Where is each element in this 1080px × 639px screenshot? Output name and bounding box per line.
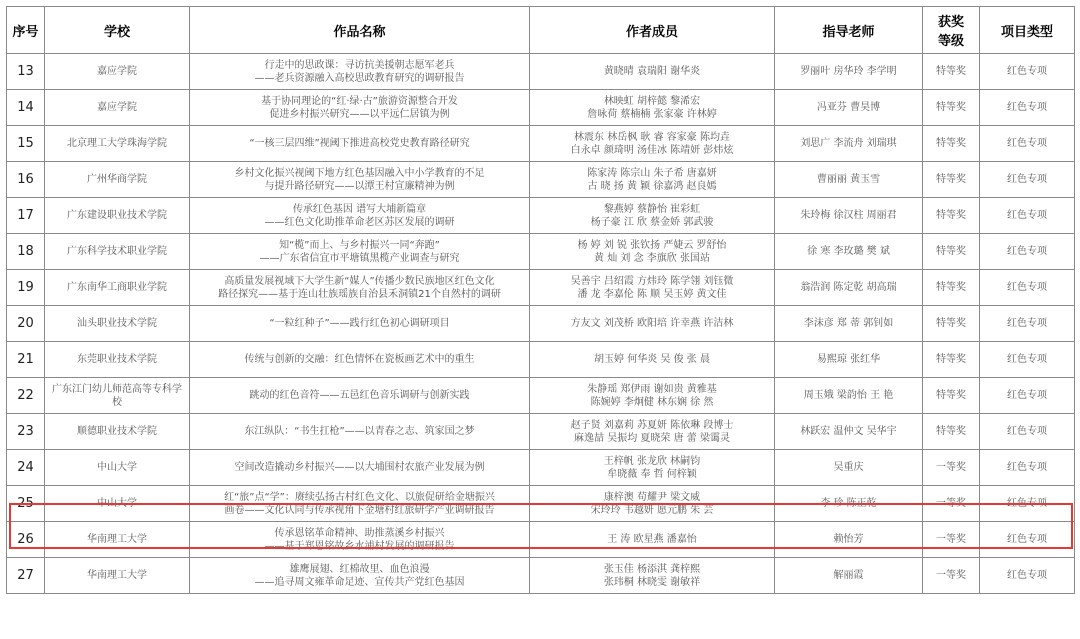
table-row	[7, 126, 1075, 162]
work-title-cell-line: 东江纵队：“书生扛枪”——以青春之志、筑家国之梦	[244, 426, 475, 437]
table-row	[7, 90, 1075, 126]
school-cell: 嘉应学院	[45, 90, 190, 126]
work-title-cell-line: 画卷——文化认同与传承视角下金塘村红旅研学产业调研报告	[224, 504, 495, 516]
award-cell: 特等奖	[923, 378, 980, 414]
work-title-cell-line: 行走中的思政课：寻访抗美援朝志愿军老兵	[264, 59, 455, 71]
award-cell: 特等奖	[923, 198, 980, 234]
work-title-cell-line: 红“旅”点“学”：赓续弘扬古村红色文化、以旅促研给金塘振兴	[224, 491, 495, 503]
award-cell: 特等奖	[923, 162, 980, 198]
type-cell: 红色专项	[980, 54, 1075, 90]
type-cell: 红色专项	[980, 486, 1075, 522]
work-title-cell	[190, 558, 530, 594]
work-title-cell-line: 知“榄”而上、与乡村振兴一同“奔跑”	[279, 239, 440, 251]
members-cell	[530, 54, 775, 90]
award-cell: 特等奖	[923, 126, 980, 162]
type-cell: 红色专项	[980, 378, 1075, 414]
work-title-cell	[190, 522, 530, 558]
work-title-cell-line: 高质量发展视域下大学生新“媒人”传播少数民族地区红色文化	[224, 275, 495, 287]
award-cell: 特等奖	[923, 342, 980, 378]
members-cell-line: 赵子贤 刘嘉莉 苏夏妍 陈依琳 段博士	[570, 419, 734, 431]
type-cell: 红色专项	[980, 414, 1075, 450]
row-number: 15	[7, 126, 45, 162]
header-award-line2: 等级	[937, 34, 964, 49]
school-cell: 中山大学	[45, 486, 190, 522]
award-cell: 特等奖	[923, 306, 980, 342]
teachers-cell	[775, 126, 923, 162]
table-row	[7, 306, 1075, 342]
row-number: 16	[7, 162, 45, 198]
work-title-cell	[190, 486, 530, 522]
members-cell-line: 詹咏荷 蔡楠楠 张家豪 许林婷	[587, 108, 717, 120]
work-title-cell	[190, 270, 530, 306]
teachers-cell-line: 翁浩润 陈定乾 胡高瑞	[800, 282, 897, 293]
type-cell: 红色专项	[980, 234, 1075, 270]
teachers-cell	[775, 54, 923, 90]
teachers-cell	[775, 450, 923, 486]
award-cell: 一等奖	[923, 522, 980, 558]
award-cell: 特等奖	[923, 54, 980, 90]
row-number: 23	[7, 414, 45, 450]
work-title-cell-line: ——追寻周文雍革命足迹、宣传共产党红色基因	[254, 576, 465, 588]
table-row	[7, 378, 1075, 414]
members-cell-line: 杨 婷 刘 锐 张钦扬 严婕云 罗舒怡	[577, 239, 727, 251]
table-row	[7, 450, 1075, 486]
work-title-cell	[190, 450, 530, 486]
header-no: 序号	[7, 7, 45, 54]
school-cell: 广东科学技术职业学院	[45, 234, 190, 270]
members-cell-line: 朱静瑶 郑伊雨 谢如贵 黄雅基	[587, 383, 717, 395]
members-cell	[530, 450, 775, 486]
teachers-cell-line: 周玉娥 梁韵怡 王 艳	[803, 390, 894, 401]
work-title-cell-line: 传统与创新的交融：红色情怀在瓷板画艺术中的重生	[244, 354, 475, 365]
teachers-cell-line: 冯亚芬 曹昊博	[816, 102, 881, 113]
members-cell-line: 黄 灿 刘 念 李旗欣 张国站	[594, 252, 710, 264]
header-members: 作者成员	[530, 7, 775, 54]
work-title-cell-line: ——红色文化助推革命老区苏区发展的调研	[264, 216, 455, 228]
award-cell: 特等奖	[923, 270, 980, 306]
work-title-cell-line: 路径探究——基于连山壮族瑶族自治县禾洞镇21个自然村的调研	[218, 288, 501, 300]
members-cell	[530, 234, 775, 270]
row-number: 26	[7, 522, 45, 558]
work-title-cell	[190, 198, 530, 234]
table-row	[7, 342, 1075, 378]
table-row	[7, 270, 1075, 306]
members-cell	[530, 306, 775, 342]
row-number: 13	[7, 54, 45, 90]
row-number: 14	[7, 90, 45, 126]
work-title-cell	[190, 414, 530, 450]
teachers-cell	[775, 558, 923, 594]
members-cell	[530, 162, 775, 198]
teachers-cell-line: 曹丽丽 黄玉雪	[816, 174, 881, 185]
award-cell: 特等奖	[923, 414, 980, 450]
work-title-cell-line: 跳动的红色音符——五邑红色音乐调研与创新实践	[249, 390, 470, 401]
table-body	[7, 54, 1075, 594]
table-row	[7, 198, 1075, 234]
table-row	[7, 162, 1075, 198]
type-cell: 红色专项	[980, 198, 1075, 234]
teachers-cell	[775, 486, 923, 522]
work-title-cell-line: 乡村文化振兴视阈下地方红色基因融入中小学教育的不足	[234, 167, 485, 179]
row-number: 20	[7, 306, 45, 342]
members-cell-line: 黄晓晴 袁瑞阳 谢华炎	[603, 66, 701, 77]
members-cell-line: 吴善宇 吕绍霞 方炜玲 陈学翎 刘钰微	[570, 275, 734, 287]
members-cell-line: 康梓澳 苟耀尹 梁文威	[603, 491, 701, 503]
teachers-cell	[775, 270, 923, 306]
members-cell	[530, 558, 775, 594]
row-number: 17	[7, 198, 45, 234]
work-title-cell-line: 雄鹰展翅、红棉故里、血色浪漫	[289, 563, 430, 575]
members-cell-line: 张玮桐 林晓雯 谢敏祥	[603, 576, 701, 588]
school-cell: 广东建设职业技术学院	[45, 198, 190, 234]
row-number: 18	[7, 234, 45, 270]
header-teachers: 指导老师	[775, 7, 923, 54]
header-award-line1: 获奖	[937, 15, 964, 30]
teachers-cell-line: 朱玲梅 徐汉柱 周丽君	[800, 210, 897, 221]
teachers-cell	[775, 342, 923, 378]
table-row	[7, 558, 1075, 594]
awards-table	[6, 6, 1075, 594]
school-cell: 东莞职业技术学院	[45, 342, 190, 378]
teachers-cell	[775, 306, 923, 342]
row-number: 27	[7, 558, 45, 594]
work-title-cell-line: 传承红色基因 谱写大埔新篇章	[292, 203, 427, 215]
table-row	[7, 522, 1075, 558]
teachers-cell	[775, 522, 923, 558]
school-cell: 中山大学	[45, 450, 190, 486]
award-cell: 特等奖	[923, 90, 980, 126]
header-award	[923, 7, 980, 54]
members-cell-line: 潘 龙 李嘉伦 陈 顺 吴玉婷 黄文佳	[577, 288, 727, 300]
work-title-cell	[190, 306, 530, 342]
members-cell-line: 陈婉婷 李炯健 林东娴 徐 然	[590, 396, 714, 408]
teachers-cell-line: 易熙琼 张红华	[816, 354, 881, 365]
work-title-cell-line: “一粒红种子”——践行红色初心调研项目	[269, 318, 450, 329]
work-title-cell	[190, 126, 530, 162]
members-cell-line: 白永卓 颜琦明 汤佳冰 陈靖妍 彭炜炫	[570, 144, 734, 156]
teachers-cell	[775, 162, 923, 198]
members-cell-line: 林震东 林岳枫 耿 睿 容家豪 陈均垚	[574, 131, 730, 143]
header-work: 作品名称	[190, 7, 530, 54]
school-cell: 汕头职业技术学院	[45, 306, 190, 342]
teachers-cell	[775, 378, 923, 414]
school-cell: 顺德职业技术学院	[45, 414, 190, 450]
members-cell-line: 黎燕婷 蔡静怡 崔彩虹	[603, 203, 701, 215]
members-cell	[530, 198, 775, 234]
work-title-cell	[190, 162, 530, 198]
row-number: 21	[7, 342, 45, 378]
work-title-cell-line: “一核三层四维”视阈下推进高校党史教育路径研究	[249, 138, 470, 149]
row-number: 22	[7, 378, 45, 414]
members-cell-line: 牟晓薇 奉 哲 何梓颖	[607, 468, 697, 480]
teachers-cell	[775, 234, 923, 270]
type-cell: 红色专项	[980, 162, 1075, 198]
school-cell: 广东南华工商职业学院	[45, 270, 190, 306]
members-cell	[530, 270, 775, 306]
table-row	[7, 234, 1075, 270]
work-title-cell	[190, 54, 530, 90]
row-number: 25	[7, 486, 45, 522]
teachers-cell-line: 徐 寒 李玫璐 樊 斌	[807, 246, 890, 257]
members-cell	[530, 90, 775, 126]
school-cell: 华南理工大学	[45, 522, 190, 558]
work-title-cell-line: ——基于郑恩铭故乡水浦村发展的调研报告	[264, 540, 455, 552]
header-type: 项目类型	[980, 7, 1075, 54]
row-number: 24	[7, 450, 45, 486]
members-cell	[530, 486, 775, 522]
members-cell	[530, 342, 775, 378]
teachers-cell-line: 解丽霞	[833, 570, 864, 581]
school-cell: 嘉应学院	[45, 54, 190, 90]
type-cell: 红色专项	[980, 558, 1075, 594]
type-cell: 红色专项	[980, 522, 1075, 558]
header-school: 学校	[45, 7, 190, 54]
type-cell: 红色专项	[980, 306, 1075, 342]
teachers-cell-line: 刘思广 李流舟 刘瑞琪	[800, 138, 897, 149]
members-cell-line: 王梓帆 张龙欣 林嗣钧	[603, 455, 701, 467]
members-cell-line: 陈家涛 陈宗山 朱子希 唐嘉妍	[587, 167, 717, 179]
members-cell	[530, 378, 775, 414]
members-cell-line: 林映虹 胡梓懿 黎浠宏	[603, 95, 701, 107]
teachers-cell-line: 罗丽叶 房华玲 李学明	[800, 66, 897, 77]
type-cell: 红色专项	[980, 90, 1075, 126]
members-cell	[530, 414, 775, 450]
members-cell-line: 张玉佳 杨添淇 龚梓熙	[603, 563, 701, 575]
school-cell: 北京理工大学珠海学院	[45, 126, 190, 162]
work-title-cell	[190, 342, 530, 378]
type-cell: 红色专项	[980, 450, 1075, 486]
type-cell: 红色专项	[980, 342, 1075, 378]
work-title-cell-line: 空间改造撬动乡村振兴——以大埔围村农旅产业发展为例	[234, 462, 485, 473]
teachers-cell	[775, 198, 923, 234]
work-title-cell-line: 基于协同理论的“红·绿·古”旅游资源整合开发	[261, 95, 458, 107]
members-cell-line: 古 晓 扬 黄 颖 徐嘉鸿 赵良嫣	[587, 180, 717, 192]
work-title-cell-line: 传承恩铭革命精神、助推蒸溪乡村振兴	[274, 527, 445, 539]
members-cell	[530, 126, 775, 162]
work-title-cell-line: ——老兵资源融入高校思政教育研究的调研报告	[254, 72, 465, 84]
work-title-cell-line: ——广东省信宜市平塘镇黑榄产业调查与研究	[259, 252, 460, 264]
members-cell-line: 方友文 刘茂桥 欧阳培 许幸燕 许洁林	[570, 318, 734, 329]
work-title-cell	[190, 234, 530, 270]
work-title-cell-line: 促进乡村振兴研究——以平远仁居镇为例	[269, 108, 450, 120]
members-cell-line: 麻逸喆 吴振均 夏晓荣 唐 蕾 梁霭灵	[574, 432, 730, 444]
award-cell: 一等奖	[923, 450, 980, 486]
members-cell-line: 杨子豪 江 欣 蔡金娇 郭武骏	[590, 216, 714, 228]
members-cell-line: 宋玲玲 韦越妍 愿元鹏 朱 芸	[590, 504, 714, 516]
teachers-cell	[775, 414, 923, 450]
row-number: 19	[7, 270, 45, 306]
award-cell: 一等奖	[923, 486, 980, 522]
work-title-cell-line: 与提升路径研究——以潭王村宣廉精神为例	[264, 180, 455, 192]
award-cell: 特等奖	[923, 234, 980, 270]
teachers-cell-line: 赖怡芳	[833, 534, 864, 545]
type-cell: 红色专项	[980, 126, 1075, 162]
members-cell-line: 王 涛 欧星燕 潘嘉怡	[607, 534, 697, 545]
teachers-cell	[775, 90, 923, 126]
award-cell: 一等奖	[923, 558, 980, 594]
school-cell: 华南理工大学	[45, 558, 190, 594]
teachers-cell-line: 李沫彦 郑 蒂 郭钊如	[803, 318, 894, 329]
table-header-row	[7, 7, 1075, 54]
table-row	[7, 414, 1075, 450]
type-cell: 红色专项	[980, 270, 1075, 306]
table-row	[7, 54, 1075, 90]
work-title-cell	[190, 90, 530, 126]
teachers-cell-line: 林跃宏 温仲文 吴华宇	[800, 426, 897, 437]
work-title-cell	[190, 378, 530, 414]
school-cell: 广东江门幼儿师范高等专科学校	[45, 378, 190, 414]
members-cell-line: 胡玉婷 何华炎 吴 俊 张 晨	[594, 354, 710, 365]
teachers-cell-line: 李 珍 陈正乾	[820, 498, 877, 509]
school-cell: 广州华商学院	[45, 162, 190, 198]
table-row	[7, 486, 1075, 522]
members-cell	[530, 522, 775, 558]
teachers-cell-line: 吴重庆	[833, 462, 864, 473]
